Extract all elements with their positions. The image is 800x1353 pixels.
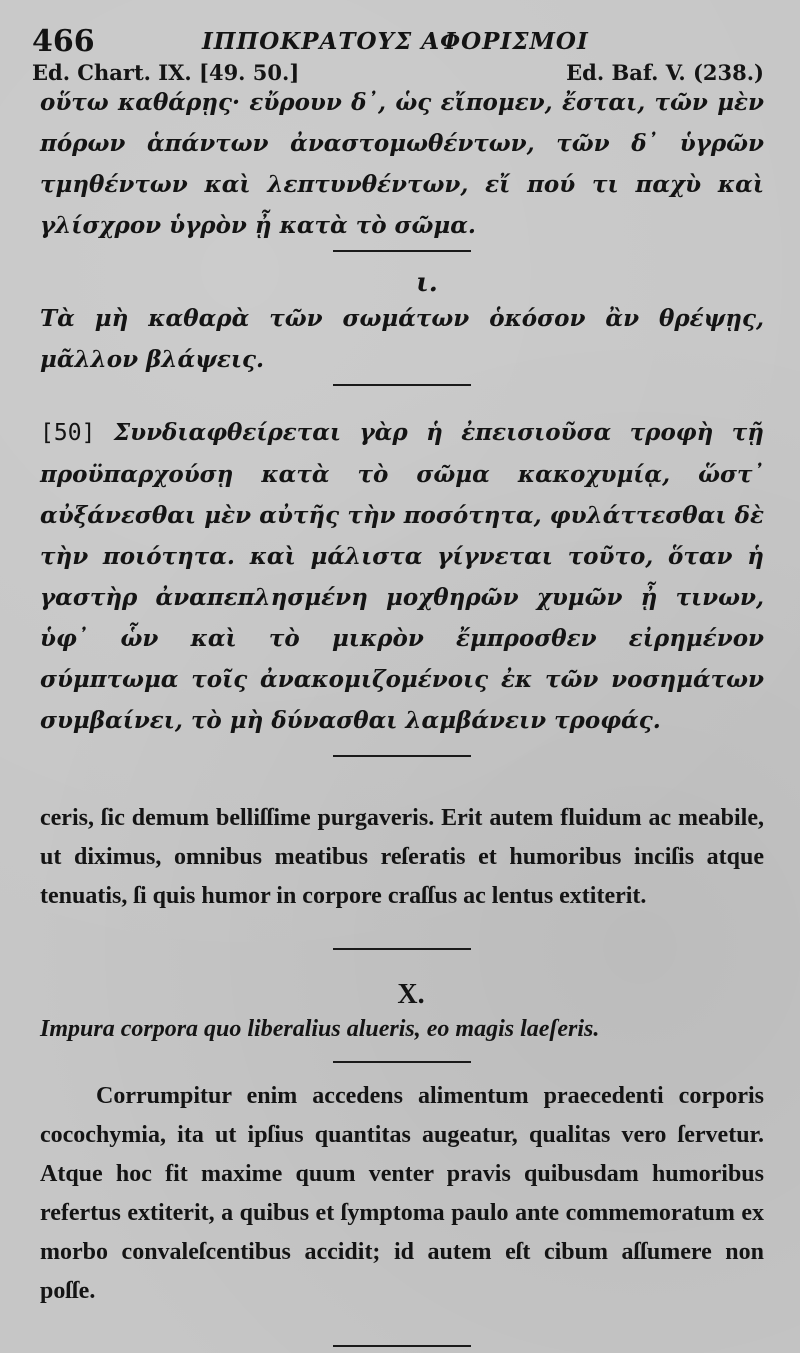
greek-commentary-text: Συνδιαφθείρεται γὰρ ἡ ἐπεισιοῦσα τροφὴ τῇ προϋπαρχούσῃ κατὰ τὸ σῶμα κακοχυμίᾳ, ὥστ᾽ αὐξάνεσθαι μὲν αὐτῆς τὴν ποσότητα, φυλάττεσθαι δὲ τὴν ποιότητα. καὶ μάλιστα γίγνεται τοῦτο, ὅταν ἡ γαστὴρ ἀναπεπλησμένη μοχθηρῶν χυμῶν ᾖ τινων, ὑφ᾽ ὧν καὶ τὸ μικρὸν ἔμπροσθεν εἰρημένον σύμπτωμα τοῖς ἀνακομιζομένοις ἐκ τῶν νοσημάτων συμβαίνει, τὸ μὴ δύνασθαι λαμβάνειν τροφάς. [40, 419, 764, 734]
edition-line [32, 60, 764, 90]
latin-continuation-paragraph: ceris, ſic demum belliſſime purgaveris. Erit autem fluidum ac meabile, ut diximus, omnibus meatibus reſeratis et humoribus inciſis atque tenuatis, ſi quis humor in corpore craſſus ac lentus extiterit. [40, 805, 764, 909]
page-header [32, 18, 764, 60]
latin-aphorism-number: X. [397, 979, 425, 1010]
edition-reference-basel: Ed. Baf. V. (238.) [566, 60, 764, 85]
edition-reference-chart: Ed. Chart. IX. [49. 50.] [32, 60, 300, 85]
section-rule [333, 948, 471, 950]
section-rule [333, 1061, 471, 1063]
latin-aphorism-text: Impura corpora quo liberalius alueris, eo magis laeſeris. [40, 1016, 600, 1042]
greek-commentary-paragraph [40, 412, 764, 741]
latin-commentary-paragraph: Corrumpitur enim accedens alimentum praecedenti corporis cocochymia, ita ut ipſius quantitas augeatur, qualitas vero ſervetur. Atque hoc fit maxime quum venter pravis quibusdam humoribus refertus extiterit, a quibus et ſymptoma paulo ante commemoratum ex morbo convaleſcentibus accidit; id autem eſt cibum aſſumere non poſſe. [40, 1083, 764, 1304]
page-marker: [50] [40, 420, 96, 446]
section-rule [333, 755, 471, 757]
greek-continuation-paragraph: οὕτω καθάρῃς· εὔρουν δ᾽, ὡς εἴπομεν, ἔσται, τῶν μὲν πόρων ἁπάντων ἀναστομωθέντων, τῶν δ᾽ ὑγρῶν τμηθέντων καὶ λεπτυνθέντων, εἴ πού τι παχὺ καὶ γλίσχρον ὑγρὸν ᾖ κατὰ τὸ σῶμα. [40, 89, 764, 239]
greek-aphorism-text: Τὰ μὴ καθαρὰ τῶν σωμάτων ὁκόσον ἂν θρέψῃς, μᾶλλον βλάψεις. [40, 305, 764, 373]
page-number: 466 [32, 24, 95, 59]
running-title: ΙΠΠΟΚΡΑΤΟΥΣ ΑΦΟΡΙΣΜΟΙ [202, 28, 589, 55]
section-rule [333, 1345, 471, 1347]
section-rule [333, 250, 471, 252]
section-rule [333, 384, 471, 386]
greek-aphorism-number: ι. [416, 268, 438, 298]
